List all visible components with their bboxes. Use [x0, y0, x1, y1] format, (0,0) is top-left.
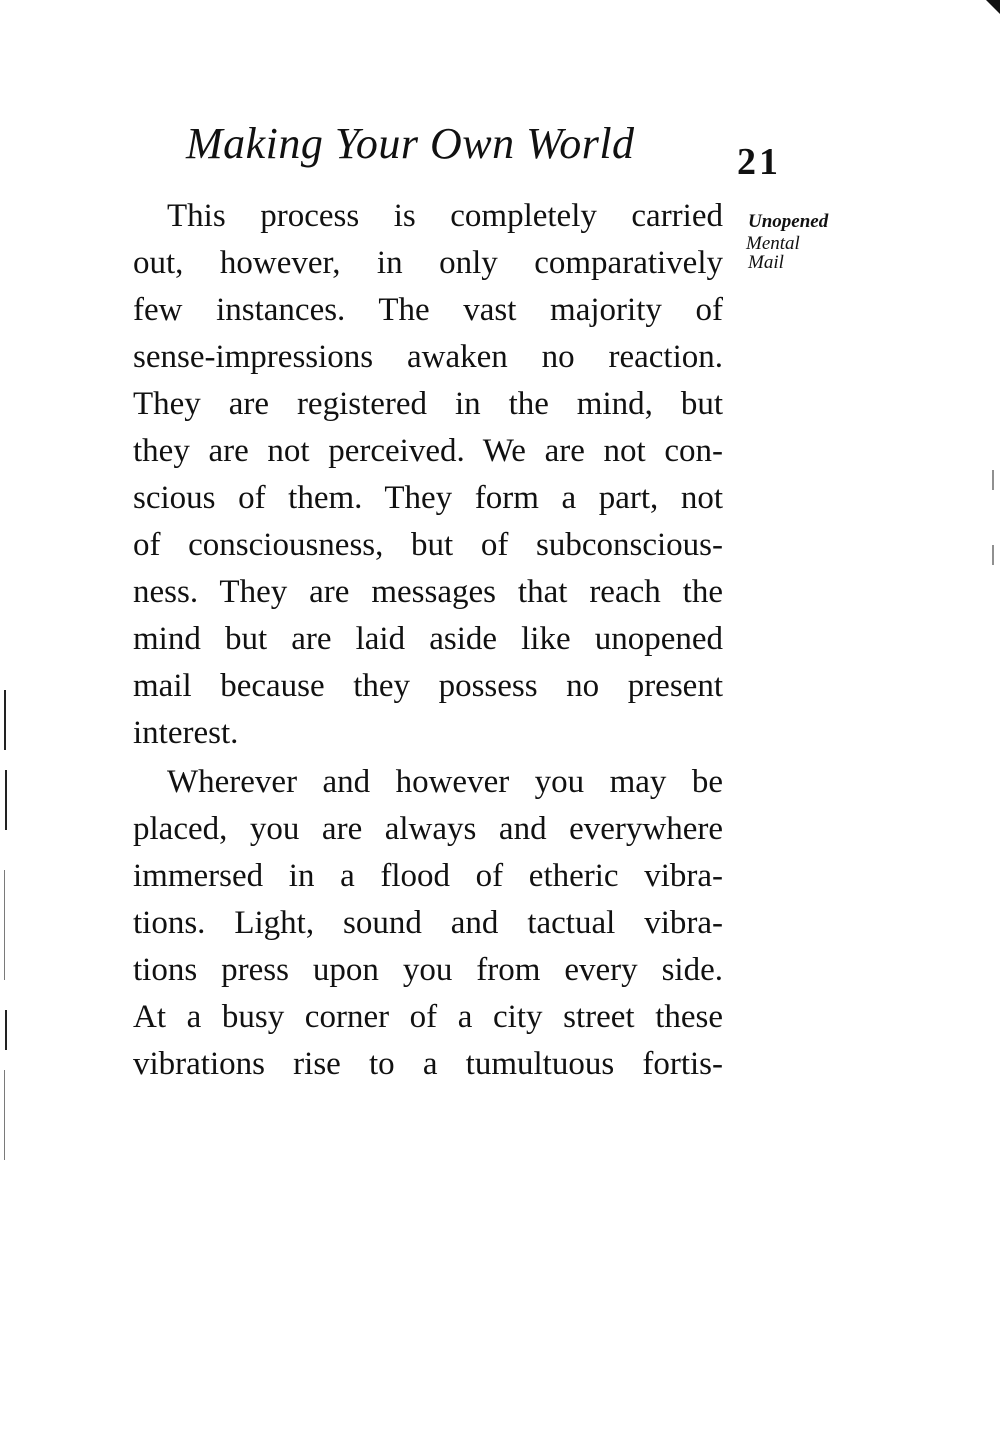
scan-artifact: [4, 1070, 5, 1160]
text-line: vibrations rise to a tumultuous fortis-: [133, 1046, 723, 1082]
text-line: out, however, in only comparatively: [133, 245, 723, 281]
scan-corner-mark: [986, 0, 1000, 14]
text-line: mail because they possess no present: [133, 668, 723, 704]
text-line: of consciousness, but of subconscious-: [133, 527, 723, 563]
text-line: few instances. The vast majority of: [133, 292, 723, 328]
margin-note-line: Unopened: [748, 211, 829, 232]
text-line: scious of them. They form a part, not: [133, 480, 723, 516]
text-line: mind but are laid aside like unopened: [133, 621, 723, 657]
text-line: At a busy corner of a city street these: [133, 999, 723, 1035]
text-line: interest.: [133, 715, 239, 751]
text-line: tions. Light, sound and tactual vibra-: [133, 905, 723, 941]
text-line: they are not perceived. We are not con-: [133, 433, 723, 469]
paragraph-1: [133, 193, 723, 757]
margin-note: [748, 211, 868, 274]
text-line: This process is completely carried: [167, 198, 723, 234]
margin-note-line: Mental: [746, 233, 800, 254]
body-text: [133, 193, 723, 1088]
margin-note-line: Mail: [748, 252, 784, 273]
scan-artifact: [992, 545, 994, 565]
scan-artifact: [4, 870, 5, 980]
text-line: sense-impressions awaken no reaction.: [133, 339, 723, 375]
text-line: immersed in a flood of etheric vibra-: [133, 858, 723, 894]
running-title: Making Your Own World: [186, 119, 635, 168]
scan-artifact: [5, 770, 7, 830]
scan-artifact: [992, 470, 994, 490]
text-line: tions press upon you from every side.: [133, 952, 723, 988]
text-line: Wherever and however you may be: [167, 764, 723, 800]
page-number: 21: [737, 141, 781, 183]
scan-artifact: [4, 690, 6, 750]
scan-artifact: [5, 1010, 7, 1050]
text-line: They are registered in the mind, but: [133, 386, 723, 422]
paragraph-2: [133, 759, 723, 1088]
text-line: ness. They are messages that reach the: [133, 574, 723, 610]
text-line: placed, you are always and everywhere: [133, 811, 723, 847]
